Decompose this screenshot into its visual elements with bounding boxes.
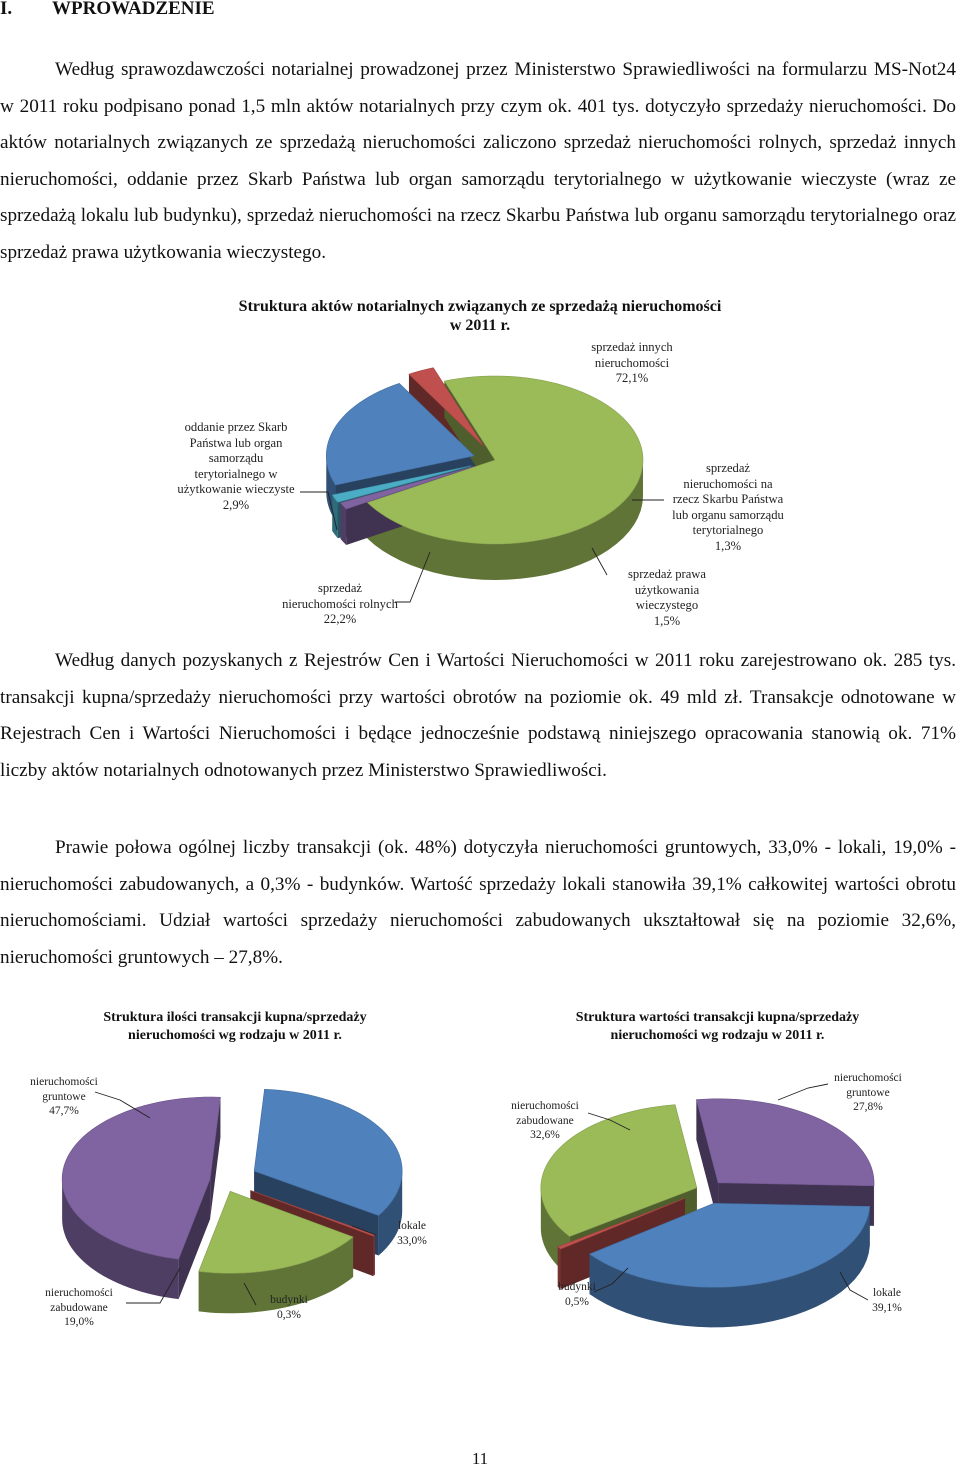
chart1-label-rolnych: sprzedaż nieruchomości rolnych 22,2% [272,581,408,628]
chart1-title-line2: w 2011 r. [180,316,780,335]
page-number: 11 [0,1449,960,1469]
chart2-title-line2: nieruchomości wg rodzaju w 2011 r. [60,1027,410,1045]
chart1-label-prawa: sprzedaż prawa użytkowania wieczystego 1,5% [610,567,724,629]
chart2-title-line1: Struktura ilości transakcji kupna/sprzedaży [60,1009,410,1027]
section-number: I. [0,0,52,20]
chart3-label-lokale: lokale 39,1% [858,1286,916,1315]
chart1-label-innych: sprzedaż innych nieruchomości 72,1% [570,340,694,387]
chart3-title-line1: Struktura wartości transakcji kupna/sprzedaży [535,1009,900,1027]
chart3-title-line2: nieruchomości wg rodzaju w 2011 r. [535,1027,900,1045]
chart2-label-lokale: lokale 33,0% [382,1219,442,1248]
chart1-title-line1: Struktura aktów notarialnych związanych ze sprzedażą nieruchomości [180,297,780,316]
chart3-leader-line-0 [778,1084,828,1100]
chart1-label-oddanie: oddanie przez Skarb Państwa lub organ samorządu terytorialnego w użytkowanie wieczyste 2,9% [168,420,304,513]
chart2-label-budynki: budynki 0,3% [256,1293,322,1322]
chart2-label-zabudowane: nieruchomości zabudowane 19,0% [32,1286,126,1330]
intro-paragraph-1: Według sprawozdawczości notarialnej prowadzonej przez Ministerstwo Sprawiedliwości na formularzu MS-Not24 w 2011 roku podpisano ponad 1,5 mln aktów notarialnych przy czym ok. 401 tys. dotyczyło sprzedaży nieruchomości. Do aktów notarialnych związanych ze sprzedażą nieruchomości zaliczono sprzedaż nieruchomości rolnych, sprzedaż innych nieruchomości, oddanie przez Skarb Państwa lub organ samorządu terytorialnego w użytkowanie wieczyste (wraz ze sprzedażą lokalu lub budynku), sprzedaż nieruchomości na rzecz Skarbu Państwa lub organu samorządu terytorialnego oraz sprzedaż prawa użytkowania wieczystego. [0,52,956,272]
chart3-label-budynki: budynki 0,5% [546,1280,608,1309]
chart3-label-zabudowane: nieruchomości zabudowane 32,6% [500,1099,590,1143]
section-title: WPROWADZENIE [52,0,215,19]
intro-paragraph-3: Prawie połowa ogólnej liczby transakcji (ok. 48%) dotyczyła nieruchomości gruntowych, 33,0% - lokali, 19,0% - nieruchomości zabudowanych, a 0,3% - budynków. Wartość sprzedaży lokali stanowiła 39,1% całkowitej wartości obrotu nieruchomościami. Udział wartości sprzedaży nieruchomości zabudowanych ukształtował się na poziomie 32,6%, nieruchomości gruntowych – 27,8%. [0,830,956,976]
chart3-label-gruntowe: nieruchomości gruntowe 27,8% [824,1071,912,1115]
chart2-label-gruntowe: nieruchomości gruntowe 47,7% [20,1075,108,1119]
intro-paragraph-2: Według danych pozyskanych z Rejestrów Cen i Wartości Nieruchomości w 2011 roku zarejestrowano ok. 285 tys. transakcji kupna/sprzedaży nieruchomości przy wartości obrotów na poziomie ok. 49 mld zł. Transakcje odnotowane w Rejestrach Cen i Wartości Nieruchomości i będące jednocześnie podstawą niniejszego opracowania stanowią ok. 71% liczby aktów notarialnych odnotowanych przez Ministerstwo Sprawiedliwości. [0,643,956,789]
chart1-label-rzecz: sprzedaż nieruchomości na rzecz Skarbu Państwa lub organu samorządu terytorialnego 1,3% [664,461,792,554]
